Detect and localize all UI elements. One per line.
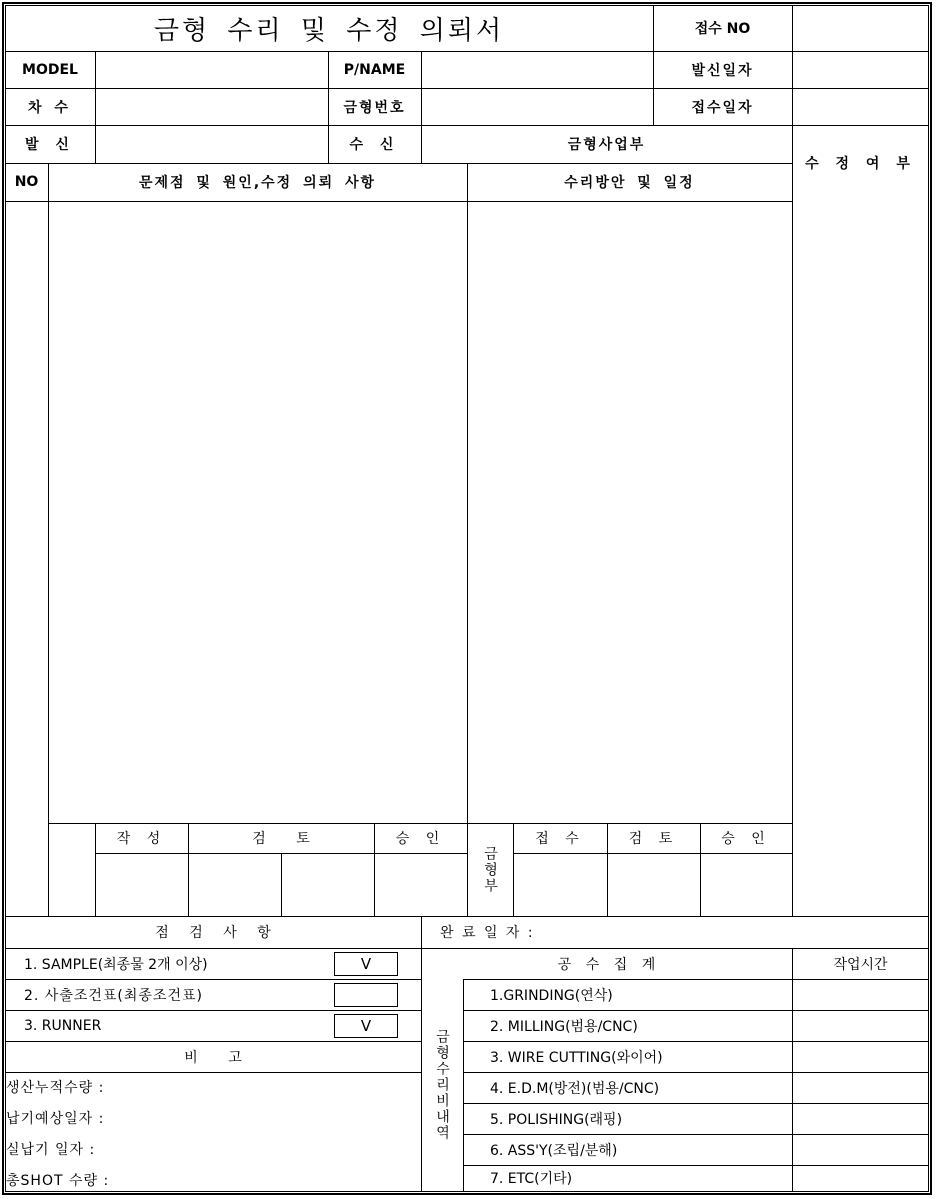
cost-item-assy: 6. ASS'Y(조립/분해) — [490, 1142, 618, 1159]
model-label: MODEL — [22, 61, 78, 78]
round-label: 차 수 — [28, 99, 72, 116]
work-time-field-grinding[interactable] — [793, 980, 928, 1009]
signature-box-approve2[interactable] — [701, 854, 791, 915]
signoff-review2-label: 검 토 — [628, 831, 679, 847]
signature-box-write[interactable] — [96, 854, 187, 915]
work-time-label: 작업시간 — [833, 956, 888, 973]
signature-box-review-b[interactable] — [282, 854, 373, 915]
receipt-date-field[interactable] — [793, 89, 928, 124]
sender-label: 발 신 — [25, 137, 75, 153]
remarks-title: 비 고 — [184, 1049, 242, 1066]
cost-item-wire-cutting: 3. WIRE CUTTING(와이어) — [490, 1049, 663, 1066]
receipt-no-label: 접수 NO — [694, 21, 751, 37]
dept-label-cell — [467, 823, 513, 916]
work-time-field-polishing[interactable] — [793, 1104, 928, 1133]
inspection-item-runner: 3. RUNNER — [24, 1017, 102, 1034]
mold-no-field[interactable] — [422, 89, 652, 124]
modify-status-area[interactable] — [793, 202, 928, 915]
dept-label: 금형부 — [482, 845, 498, 894]
remark-actual-date: 실납기 일자 : — [6, 1142, 96, 1158]
work-time-field-milling[interactable] — [793, 1011, 928, 1040]
work-time-field-etc[interactable] — [793, 1166, 928, 1190]
inspection-item-sample: 1. SAMPLE(최종물 2개 이상) — [24, 956, 208, 973]
no-column-area[interactable] — [6, 202, 47, 915]
signature-box-review2[interactable] — [608, 854, 699, 915]
cost-item-edm: 4. E.D.M(방전)(범용/CNC) — [490, 1080, 660, 1097]
cost-side-label: 금형수리비내역 — [434, 1029, 450, 1141]
receiver-value: 금형사업부 — [567, 137, 646, 153]
mold-no-label: 금형번호 — [343, 99, 406, 116]
modify-status-label: 수 정 여 부 — [805, 156, 916, 172]
completion-date-label: 완 료 일 자 : — [440, 925, 535, 941]
plan-text-area[interactable] — [468, 202, 791, 822]
round-field[interactable] — [96, 89, 327, 124]
send-date-field[interactable] — [793, 52, 928, 87]
pname-label: P/NAME — [343, 61, 406, 78]
cost-item-etc: 7. ETC(기타) — [490, 1171, 573, 1187]
signoff-write-label: 작 성 — [116, 831, 167, 847]
signature-box-approve[interactable] — [375, 854, 466, 915]
work-time-field-wire[interactable] — [793, 1042, 928, 1071]
cost-item-polishing: 5. POLISHING(래핑) — [490, 1111, 623, 1128]
receipt-no-field[interactable] — [793, 6, 928, 50]
receipt-date-label: 접수일자 — [691, 99, 754, 116]
cost-side-cell — [421, 979, 463, 1191]
col-no-header: NO — [14, 174, 39, 190]
signoff-approve2-label: 승 인 — [721, 831, 771, 847]
inspection-check-runner[interactable]: V — [334, 1014, 398, 1038]
page-title: 금형 수리 및 수정 의뢰서 — [153, 15, 505, 46]
receiver-label: 수 신 — [349, 137, 400, 153]
cost-summary-title: 공 수 집 계 — [557, 956, 656, 973]
signature-box-review-a[interactable] — [189, 854, 280, 915]
signoff-receive-label: 접 수 — [535, 831, 585, 847]
work-time-field-edm[interactable] — [793, 1073, 928, 1102]
work-time-field-assy[interactable] — [793, 1135, 928, 1164]
signoff-approve-label: 승 인 — [395, 831, 446, 847]
remark-production-qty: 생산누적수량 : — [6, 1080, 105, 1096]
col-plan-header: 수리방안 및 일정 — [564, 175, 695, 191]
pname-field[interactable] — [422, 52, 652, 87]
model-field[interactable] — [96, 52, 327, 87]
inspection-check-sample[interactable]: V — [334, 952, 398, 976]
cost-item-grinding: 1.GRINDING(연삭) — [490, 987, 613, 1004]
issue-text-area[interactable] — [49, 202, 466, 822]
inspection-title: 점 검 사 항 — [155, 925, 271, 941]
inspection-item-condition: 2. 사출조건표(최종조건표) — [24, 987, 203, 1004]
cost-item-milling: 2. MILLING(범용/CNC) — [490, 1018, 638, 1035]
remark-total-shot: 총SHOT 수량 : — [6, 1173, 110, 1189]
signoff-review-label: 검 토 — [252, 831, 310, 847]
send-date-label: 발신일자 — [691, 62, 754, 79]
sender-field[interactable] — [96, 126, 327, 162]
inspection-check-condition[interactable] — [334, 983, 398, 1007]
col-issue-header: 문제점 및 원인,수정 의뢰 사항 — [138, 175, 377, 191]
signature-box-receive[interactable] — [514, 854, 606, 915]
completion-date-field[interactable] — [580, 917, 928, 947]
remark-expected-date: 납기예상일자 : — [6, 1111, 105, 1127]
divider — [463, 979, 464, 1191]
